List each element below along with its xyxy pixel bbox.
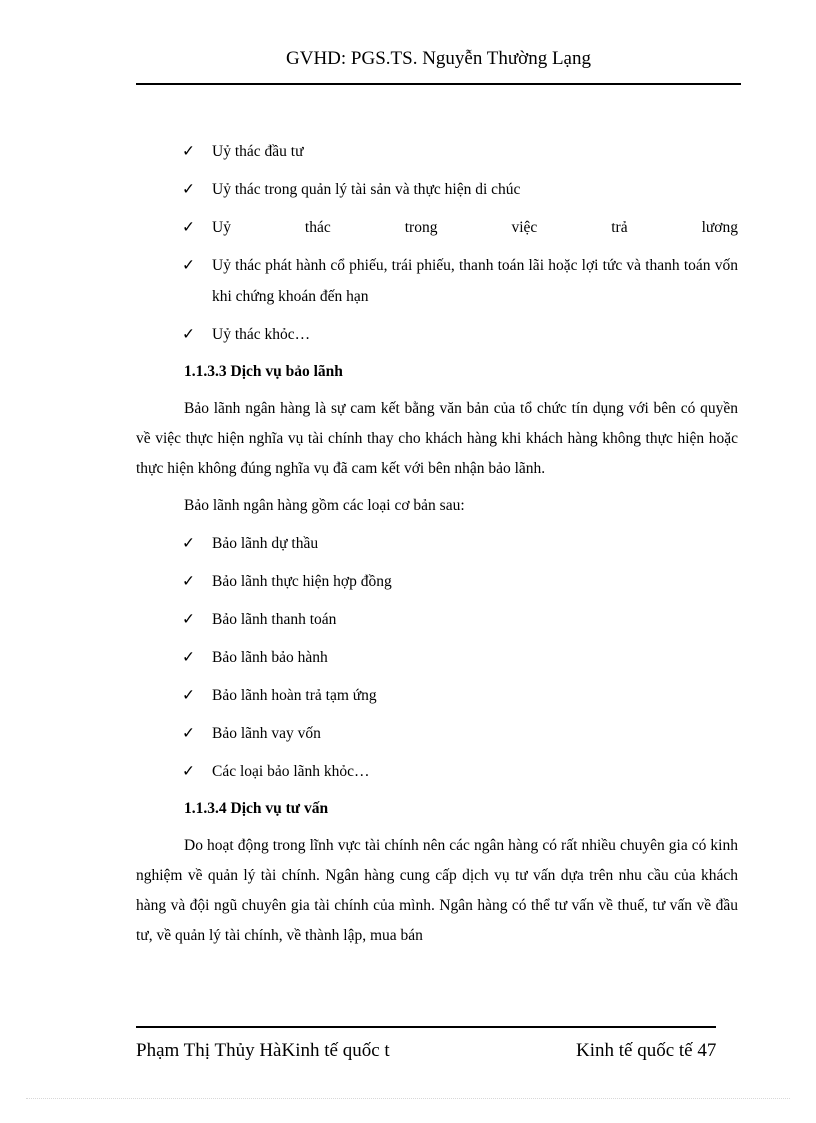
list-item-text: Bảo lãnh thực hiện hợp đồng: [212, 573, 392, 590]
paragraph: Bảo lãnh ngân hàng là sự cam kết bằng văn bản của tổ chức tín dụng với bên có quyền về việc thực hiện nghĩa vụ tài chính thay cho khách hàng khi khách hàng không thực hiện hoặc thực hiện không đúng nghĩa vụ đã cam kết với bên nhận bảo lãnh.: [136, 400, 738, 477]
section-heading-guarantee: 1.1.3.3 Dịch vụ bảo lãnh: [184, 363, 343, 380]
footer-rule: [136, 1026, 716, 1028]
list-item: [136, 566, 738, 597]
list-item: [136, 756, 738, 787]
list-item: [136, 136, 738, 167]
checkmark-icon: ✓: [182, 143, 195, 160]
checkmark-icon: ✓: [182, 573, 195, 590]
checkmark-icon: ✓: [182, 649, 195, 666]
checkmark-icon: ✓: [182, 257, 195, 274]
list-item-text: Các loại bảo lãnh khỏc…: [212, 763, 370, 780]
list-item-text: Bảo lãnh thanh toán: [212, 611, 337, 628]
list-item-text: Bảo lãnh dự thầu: [212, 535, 319, 552]
paragraph: Bảo lãnh ngân hàng gồm các loại cơ bản sau:: [184, 497, 465, 514]
checkmark-icon: ✓: [182, 763, 195, 780]
list-item-text: Uỷ thác khỏc…: [212, 326, 311, 343]
checkmark-icon: ✓: [182, 725, 195, 742]
checkmark-icon: ✓: [182, 687, 195, 704]
checkmark-icon: ✓: [182, 535, 195, 552]
list-item: [136, 319, 738, 350]
header-rule: [136, 83, 741, 85]
list-item: [136, 212, 738, 243]
list-item: [136, 718, 738, 749]
page-header-title: GVHD: PGS.TS. Nguyễn Thường Lạng: [286, 48, 591, 69]
list-item-text: Uỷ thác phát hành cổ phiếu, trái phiếu, thanh toán lãi hoặc lợi tức và thanh toán vốn khi chứng khoán đến hạn: [212, 257, 738, 305]
list-item: [136, 604, 738, 635]
paragraph: Do hoạt động trong lĩnh vực tài chính nên các ngân hàng có rất nhiều chuyên gia có kinh nghiệm về quản lý tài chính. Ngân hàng cung cấp dịch vụ tư vấn dựa trên nhu cầu của khách hàng và đội ngũ chuyên gia tài chính của mình. Ngân hàng có thể tư vấn về thuế, tư vấn về đầu tư, về quản lý tài chính, về thành lập, mua bán: [136, 837, 738, 944]
list-item: [136, 680, 738, 711]
list-item-text: Bảo lãnh hoàn trả tạm ứng: [212, 687, 377, 704]
footer-page-number: Kinh tế quốc tế 47: [576, 1040, 717, 1061]
page-boundary: [26, 1098, 790, 1099]
checkmark-icon: ✓: [182, 219, 195, 236]
list-item-text: Bảo lãnh vay vốn: [212, 725, 321, 742]
checkmark-icon: ✓: [182, 611, 195, 628]
list-item: [136, 528, 738, 559]
page-body: [136, 136, 738, 958]
list-item: [136, 250, 738, 312]
list-item: [136, 174, 738, 205]
checkmark-icon: ✓: [182, 181, 195, 198]
list-item-text: Bảo lãnh bảo hành: [212, 649, 328, 666]
checkmark-icon: ✓: [182, 326, 195, 343]
list-item-text: Uỷ thác đầu tư: [212, 143, 304, 160]
list-item-text: Uỷ thác trong việc trả lương: [212, 219, 738, 236]
section-heading-consulting: 1.1.3.4 Dịch vụ tư vấn: [184, 800, 329, 817]
list-item: [136, 642, 738, 673]
footer-author: Phạm Thị Thủy HàKinh tế quốc t: [136, 1040, 390, 1061]
list-item-text: Uỷ thác trong quản lý tài sản và thực hiện di chúc: [212, 181, 521, 198]
